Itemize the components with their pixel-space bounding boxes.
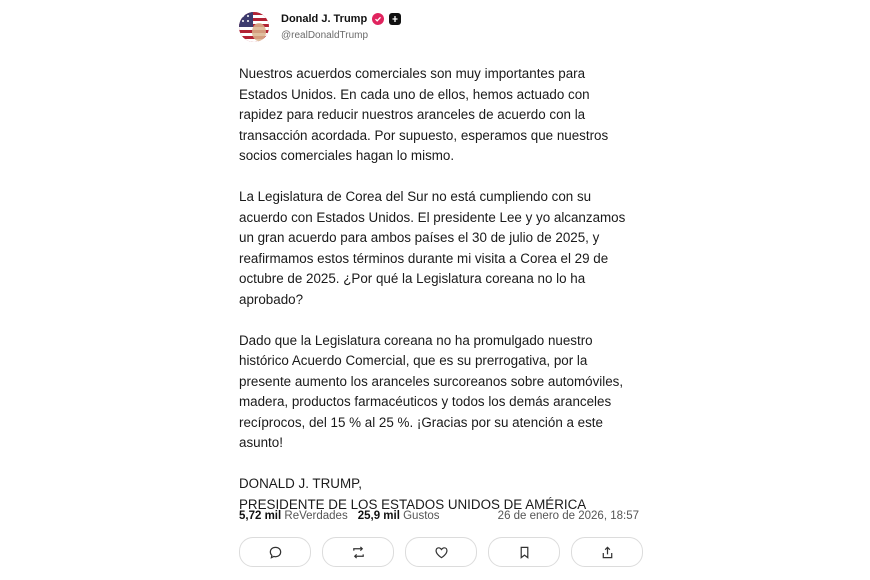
post-paragraph: La Legislatura de Corea del Sur no está cumpliendo con su acuerdo con Estados Unidos. El presidente Lee y yo alcanzamos un gran acuerdo para ambos países el 30 de julio de 2025, y reafirmamos estos términos durante mi visita a Corea el 29 de octubre de 2025. ¿Por qué la Legislatura coreana no lo ha aprobado?: [239, 189, 626, 307]
share-icon: [600, 545, 615, 560]
post-stats: [239, 510, 639, 522]
reply-button[interactable]: [239, 537, 311, 567]
comment-icon: [268, 545, 283, 560]
post-paragraph: Nuestros acuerdos comerciales son muy importantes para Estados Unidos. En cada uno de ellos, hemos actuado con rapidez para reducir nuestros aranceles de acuerdo con la transacción acordada. Por supuesto, esperamos que nuestros socios comerciales hagan lo mismo.: [239, 66, 609, 163]
post-timestamp: 26 de enero de 2026, 18:57: [497, 510, 639, 522]
post-paragraph: Dado que la Legislatura coreana no ha promulgado nuestro histórico Acuerdo Comercial, que es su prerrogativa, por la presente aumento los aranceles surcoreanos sobre automóviles, madera, productos farmacéuticos y todos los demás aranceles recíprocos, del 15 % al 25 %. ¡Gracias por su atención a este asunto!: [239, 332, 624, 450]
bookmark-icon: [517, 545, 532, 560]
repost-icon: [351, 545, 366, 560]
post-card: [225, 0, 645, 580]
like-button[interactable]: [405, 537, 477, 567]
retruth-button[interactable]: [322, 537, 394, 567]
post-signature: DONALD J. TRUMP, PRESIDENTE DE LOS ESTADOS UNIDOS DE AMÉRICA: [239, 476, 587, 512]
pin-badge-icon: [389, 13, 401, 25]
action-bar: [239, 537, 643, 567]
author-name[interactable]: Donald J. Trump: [281, 13, 368, 25]
bookmark-button[interactable]: [488, 537, 560, 567]
author-name-row: [281, 13, 401, 25]
verified-badge-icon: [372, 13, 384, 25]
reverdades-count[interactable]: 5,72 mil: [239, 510, 282, 522]
heart-icon: [434, 545, 449, 560]
us-flag-avatar-icon[interactable]: [239, 12, 269, 42]
author-handle[interactable]: @realDonaldTrump: [281, 30, 369, 41]
gustos-count[interactable]: 25,9 mil: [357, 510, 400, 522]
share-button[interactable]: [571, 537, 643, 567]
post-body: [239, 64, 639, 515]
reverdades-label[interactable]: ReVerdades: [284, 510, 348, 522]
gustos-label[interactable]: Gustos: [403, 510, 440, 522]
